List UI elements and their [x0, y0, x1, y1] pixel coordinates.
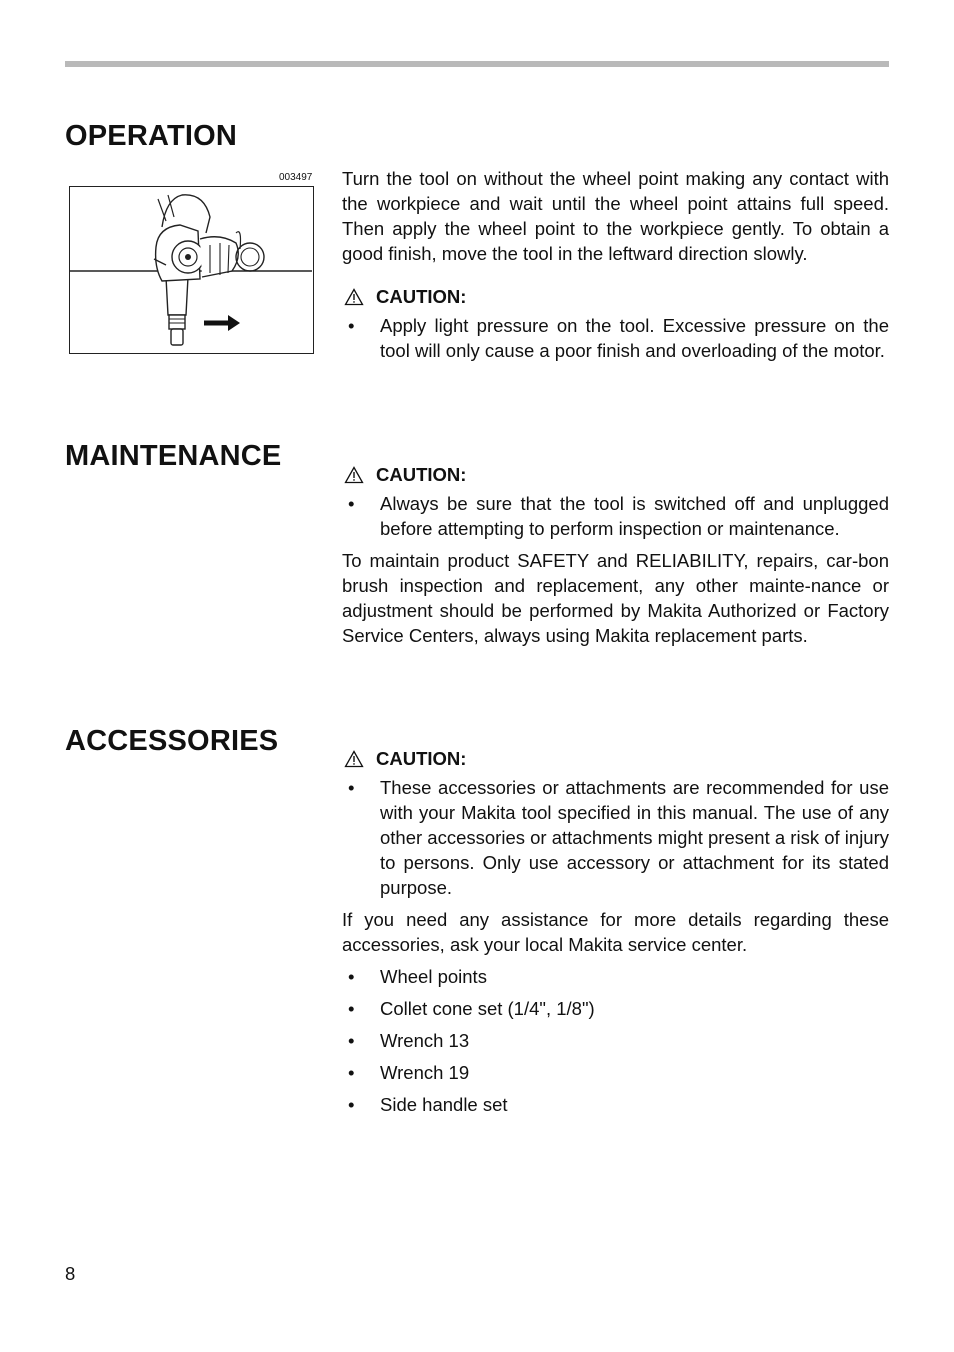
caution-bullet-text: These accessories or attachments are recommended for use with your Makita tool specified in this manual. The use of any other accessories or attachments might present a risk of injury to persons. Only use accessory or attachment for its stated purpose.	[380, 777, 889, 898]
bullet-symbol: •	[348, 998, 355, 1019]
list-item-text: Collet cone set (1/4", 1/8")	[380, 998, 595, 1019]
bullet-symbol: •	[348, 777, 355, 798]
accessories-section	[342, 746, 889, 1124]
list-item-text: Wrench 13	[380, 1030, 470, 1051]
accessories-list	[342, 964, 889, 1117]
operation-illustration	[69, 186, 314, 354]
operation-caution	[342, 284, 889, 309]
warning-triangle-icon	[344, 466, 364, 484]
header-rule	[65, 61, 889, 67]
list-item	[342, 1060, 889, 1085]
operation-section	[342, 166, 889, 363]
maintenance-section	[342, 462, 889, 648]
accessories-heading: ACCESSORIES	[65, 725, 279, 757]
operation-heading: OPERATION	[65, 120, 238, 152]
list-item-text: Wrench 19	[380, 1062, 470, 1083]
bullet-symbol: •	[348, 1062, 355, 1083]
caution-label: CAUTION:	[376, 748, 467, 769]
caution-bullet-text: Always be sure that the tool is switched off and unplugged before attempting to perform inspection or maintenance.	[380, 493, 889, 539]
caution-bullet	[342, 491, 889, 541]
grinder-in-use-illustration	[70, 187, 312, 352]
accessories-paragraph: If you need any assistance for more details regarding these accessories, ask your local Makita service center.	[342, 909, 889, 955]
list-item	[342, 1028, 889, 1053]
caution-bullet	[342, 313, 889, 363]
warning-triangle-icon	[344, 750, 364, 768]
bullet-symbol: •	[348, 493, 355, 514]
accessories-caution	[342, 746, 889, 771]
maintenance-heading: MAINTENANCE	[65, 440, 282, 472]
bullet-symbol: •	[348, 1094, 355, 1115]
caution-bullet	[342, 775, 889, 900]
maintenance-paragraph: To maintain product SAFETY and RELIABILITY, repairs, car-bon brush inspection and replacement, any other mainte-nance or adjustment should be performed by Makita Authorized or Factory Service Centers, always using Makita replacement parts.	[342, 550, 889, 646]
list-item	[342, 996, 889, 1021]
bullet-symbol: •	[348, 966, 355, 987]
caution-label: CAUTION:	[376, 464, 467, 485]
maintenance-caution	[342, 462, 889, 487]
operation-paragraph: Turn the tool on without the wheel point making any contact with the workpiece and wait until the wheel point attains full speed. Then apply the wheel point to the workpiece gently. To obtain a good finish, move the tool in the leftward direction slowly.	[342, 168, 889, 264]
bullet-symbol: •	[348, 1030, 355, 1051]
bullet-symbol: •	[348, 315, 355, 336]
list-item	[342, 964, 889, 989]
list-item-text: Wheel points	[380, 966, 487, 987]
page-number: 8	[65, 1263, 76, 1284]
list-item	[342, 1092, 889, 1117]
caution-label: CAUTION:	[376, 286, 467, 307]
caution-bullet-text: Apply light pressure on the tool. Excessive pressure on the tool will only cause a poor finish and overloading of the motor.	[380, 315, 889, 361]
warning-triangle-icon	[344, 288, 364, 306]
list-item-text: Side handle set	[380, 1094, 508, 1115]
figure-code: 003497	[279, 172, 313, 183]
